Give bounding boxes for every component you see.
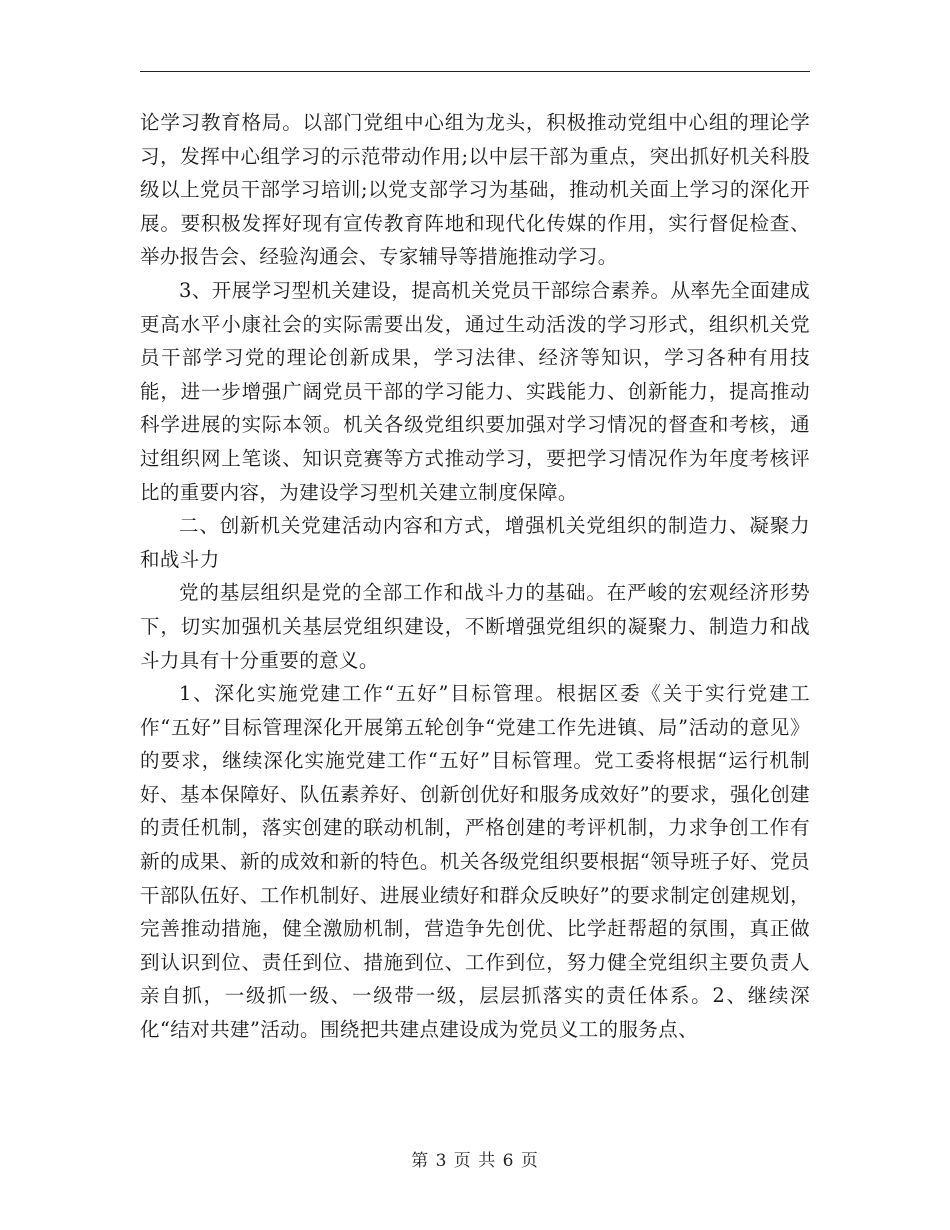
document-body xyxy=(140,106,810,1047)
page-number-footer: 第 3 页 共 6 页 xyxy=(411,1151,539,1171)
section-heading-two: 二、创新机关党建活动内容和方式，增强机关党组织的制造力、凝聚力和战斗力 xyxy=(140,514,810,571)
paragraph-learning-organization: 3、开展学习型机关建设，提高机关党员干部综合素养。从率先全面建成更高水平小康社会的实际需要出发，通过生动活泼的学习形式，组织机关党员干部学习党的理论创新成果，学习法律、经济等知识，学习各种有用技能，进一步增强广阔党员干部的学习能力、实践能力、创新能力，提高推动科学进展的实际本领。机关各级党组织要加强对学习情况的督查和考核，通过组织网上笔谈、知识竞赛等方式推动学习，要把学习情况作为年度考核评比的重要内容，为建设学习型机关建立制度保障。 xyxy=(140,278,810,504)
header-rule xyxy=(140,71,810,72)
paragraph-grassroots-organization: 党的基层组织是党的全部工作和战斗力的基础。在严峻的宏观经济形势下，切实加强机关基层党组织建设，不断增强党组织的凝聚力、制造力和战斗力具有十分重要的意义。 xyxy=(140,581,810,672)
paragraph-five-good-management: 1、深化实施党建工作“五好”目标管理。根据区委《关于实行党建工作“五好”目标管理深化开展第五轮创争“党建工作先进镇、局”活动的意见》的要求，继续深化实施党建工作“五好”目标管理。党工委将根据“运行机制好、基本保障好、队伍素养好、创新创优好和服务成效好”的要求，强化创建的责任机制，落实创建的联动机制，严格创建的考评机制，力求争创工作有新的成果、新的成效和新的特色。机关各级党组织要根据“领导班子好、党员干部队伍好、工作机制好、进展业绩好和群众反映好”的要求制定创建规划，完善推动措施，健全激励机制，营造争先创优、比学赶帮超的氛围，真正做到认识到位、责任到位、措施到位、工作到位，努力健全党组织主要负责人亲自抓，一级抓一级、一级带一级，层层抓落实的责任体系。2、继续深化“结对共建”活动。围绕把共建点建设成为党员义工的服务点、 xyxy=(140,682,810,1042)
paragraph-continuation: 论学习教育格局。以部门党组中心组为龙头，积极推动党组中心组的理论学习，发挥中心组学习的示范带动作用;以中层干部为重点，突出抓好机关科股级以上党员干部学习培训;以党支部学习为基础，推动机关面上学习的深化开展。要积极发挥好现有宣传教育阵地和现代化传媒的作用，实行督促检查、举办报告会、经验沟通会、专家辅导等措施推动学习。 xyxy=(140,111,810,269)
